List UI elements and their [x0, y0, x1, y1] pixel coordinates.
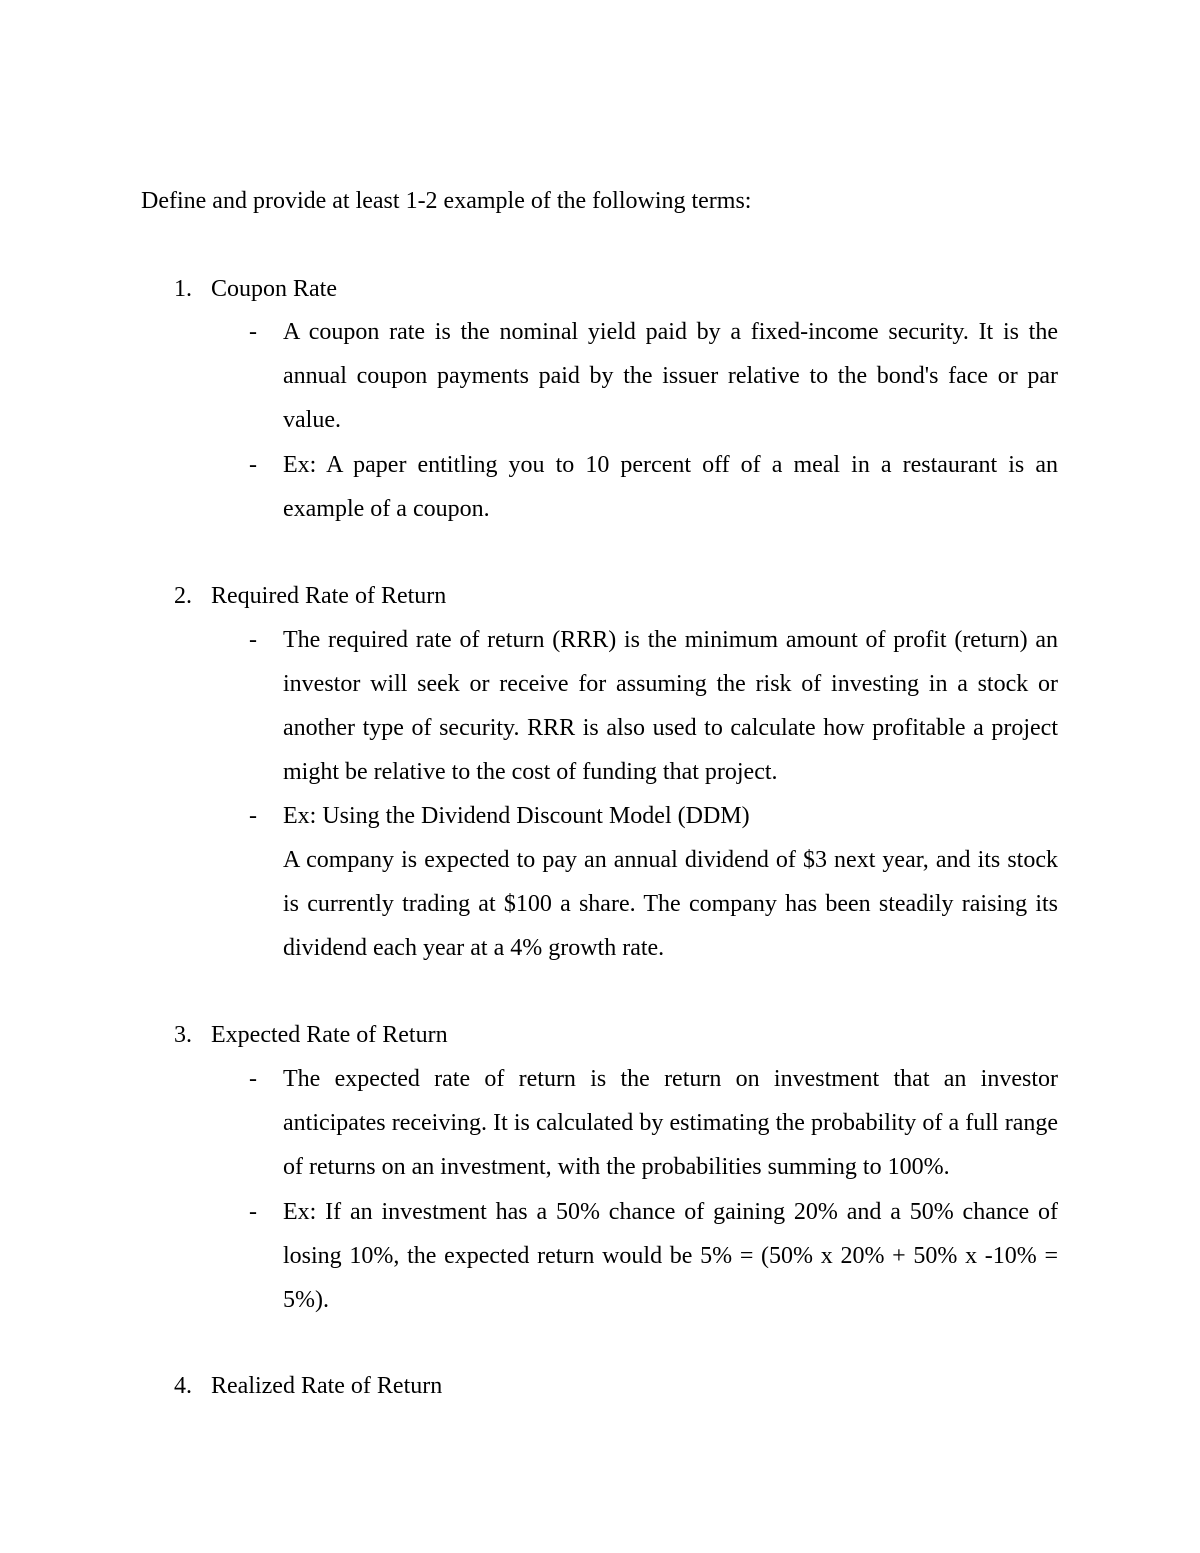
- definition-bullet: [249, 310, 1058, 442]
- dash-bullet-marker: -: [249, 1199, 257, 1225]
- term-heading-expected-rate-of-return: [174, 1020, 448, 1050]
- bullet-text: The required rate of return (RRR) is the minimum amount of profit (return) an investor will seek or receive for assuming the risk of investing in a stock or another type of security. RRR is also used to calculate how profitable a project might be relative to the cost of funding that project.: [283, 627, 1058, 785]
- term-heading-realized-rate-of-return: [174, 1371, 442, 1401]
- example-bullet: [249, 1190, 1058, 1322]
- term-title: Required Rate of Return: [211, 583, 447, 609]
- bullet-text: A coupon rate is the nominal yield paid by a fixed-income security. It is the annual coupon payments paid by the issuer relative to the bond's face or par value.: [283, 319, 1058, 433]
- bullet-text: Ex: If an investment has a 50% chance of gaining 20% and a 50% chance of losing 10%, the expected return would be 5% = (50% x 20% + 50% x -10% = 5%).: [283, 1199, 1058, 1313]
- bullet-text: Ex: Using the Dividend Discount Model (DDM): [283, 803, 750, 829]
- bullet-text: A company is expected to pay an annual dividend of $3 next year, and its stock is currently trading at $100 a share. The company has been steadily raising its dividend each year at a 4% growth rate.: [283, 847, 1058, 961]
- term-number: 4.: [174, 1373, 192, 1399]
- example-bullet: [249, 443, 1058, 531]
- dash-bullet-marker: -: [249, 319, 257, 345]
- term-number: 2.: [174, 583, 192, 609]
- term-heading-required-rate-of-return: [174, 581, 446, 611]
- term-number: 1.: [174, 276, 192, 302]
- term-heading-coupon-rate: [174, 274, 337, 304]
- definition-bullet: [249, 1057, 1058, 1189]
- bullet-text: The expected rate of return is the return on investment that an investor anticipates receiving. It is calculated by estimating the probability of a full range of returns on an investment, with the probabilities summing to 100%.: [283, 1066, 1058, 1180]
- term-title: Coupon Rate: [211, 276, 337, 302]
- definition-bullet: [249, 618, 1058, 794]
- dash-bullet-marker: -: [249, 803, 257, 829]
- term-title: Realized Rate of Return: [211, 1373, 443, 1399]
- term-title: Expected Rate of Return: [211, 1022, 448, 1048]
- dash-bullet-marker: -: [249, 1066, 257, 1092]
- dash-bullet-marker: -: [249, 452, 257, 478]
- bullet-text: Ex: A paper entitling you to 10 percent off of a meal in a restaurant is an example of a coupon.: [283, 452, 1058, 522]
- dash-bullet-marker: -: [249, 627, 257, 653]
- term-number: 3.: [174, 1022, 192, 1048]
- intro-text: Define and provide at least 1-2 example of the following terms:: [141, 188, 752, 214]
- example-bullet: [249, 794, 1058, 970]
